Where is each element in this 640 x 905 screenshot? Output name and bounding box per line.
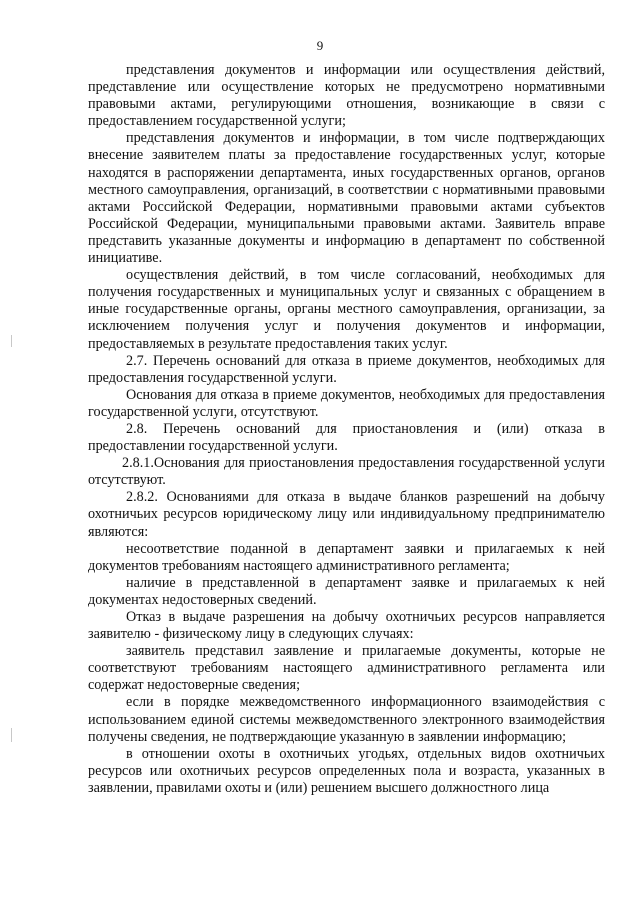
page-number: 9 (316, 38, 324, 53)
paragraph: Отказ в выдаче разрешения на добычу охотничьих ресурсов направляется заявителю - физическому лицу в следующих случаях: (88, 609, 605, 643)
scan-artifact-mark (11, 728, 12, 742)
paragraph: представления документов и информации или осуществления действий, представление или осуществление которых не предусмотрено нормативными правовыми актами, регулирующими отношения, возникающие в связи с предоставлением государственной услуги; (88, 62, 605, 130)
section-heading: 2.8. Перечень оснований для приостановления и (или) отказа в предоставлении государственной услуги. (88, 420, 605, 455)
paragraph: несоответствие поданной в департамент заявки и прилагаемых к ней документов требованиям настоящего административного регламента; (88, 540, 605, 574)
section-heading: 2.7. Перечень оснований для отказа в приеме документов, необходимых для предоставления государственной услуги. (88, 352, 605, 386)
scan-artifact-mark (11, 335, 12, 347)
paragraph: осуществления действий, в том числе согласований, необходимых для получения государственных и муниципальных услуг и связанных с обращением в иные государственные органы, органы местного самоуправления, организации, за исключением получения услуг и получения документов и информации, предоставляемых в результате предоставления таких услуг. (88, 267, 605, 352)
paragraph: представления документов и информации, в том числе подтверждающих внесение заявителем платы за предоставление государственных услуг, которые находятся в распоряжении департамента, иных государственных органов, органов местного самоуправления, организаций, в соответствии с нормативными правовыми актами Российской Федерации, нормативными правовыми актами субъектов Российской Федерации, муниципальными правовыми актами. Заявитель вправе представить указанные документы и информацию в департамент по собственной инициативе. (88, 130, 605, 267)
subsection-paragraph: 2.8.1.Основания для приостановления предоставления государственной услуги отсутствуют. (88, 455, 605, 489)
subsection-paragraph: 2.8.2. Основаниями для отказа в выдаче бланков разрешений на добычу охотничьих ресурсов юридическому лицу или индивидуальному предпринимателю являются: (88, 489, 605, 540)
paragraph: заявитель представил заявление и прилагаемые документы, которые не соответствуют требованиям настоящего административного регламента или содержат недостоверные сведения; (88, 643, 605, 694)
paragraph: если в порядке межведомственного информационного взаимодействия с использованием единой системы межведомственного электронного взаимодействия получены сведения, не подтверждающие указанную в заявлении информацию; (88, 694, 605, 745)
document-body (88, 62, 605, 797)
paragraph: в отношении охоты в охотничьих угодьях, отдельных видов охотничьих ресурсов или охотничьих ресурсов определенных пола и возраста, указанных в заявлении, правилами охоты и (или) решением высшего должностного лица (88, 745, 605, 796)
paragraph: наличие в представленной в департамент заявке и прилагаемых к ней документах недостоверных сведений. (88, 574, 605, 608)
paragraph: Основания для отказа в приеме документов, необходимых для предоставления государственной услуги, отсутствуют. (88, 386, 605, 420)
